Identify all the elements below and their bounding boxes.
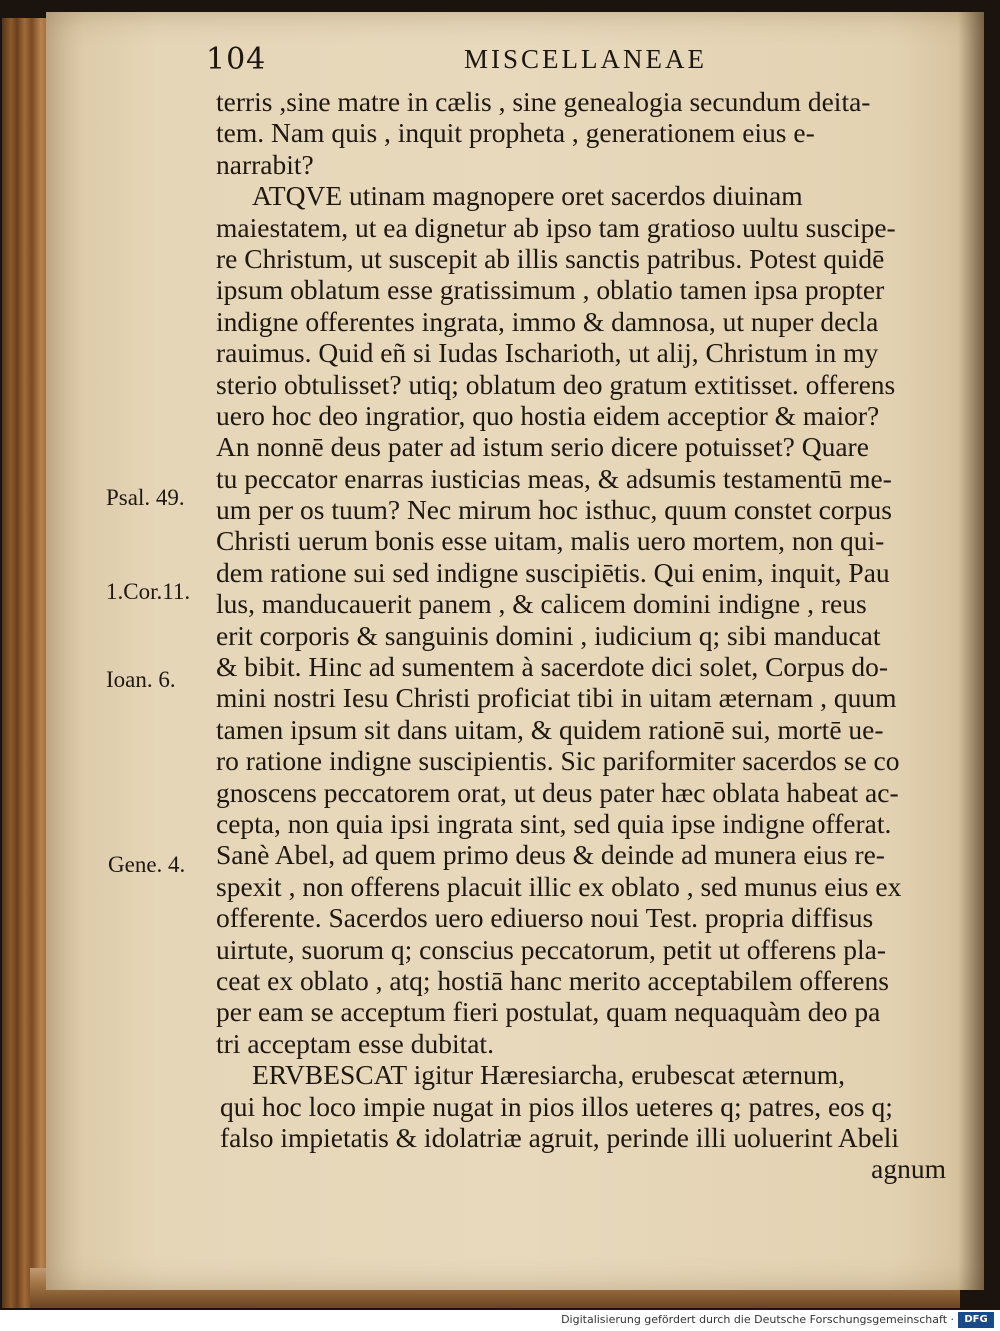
margin-note-john: Ioan. 6. <box>106 667 176 692</box>
text-line: tem. Nam quis , inquit propheta , generationem eius e- <box>216 117 815 149</box>
body-text <box>216 86 946 1185</box>
margin-note-genesis: Gene. 4. <box>108 852 186 877</box>
page-shadow <box>958 12 984 1290</box>
footer-credit: Digitalisierung gefördert durch die Deutsche Forschungsgemeinschaft · <box>561 1313 954 1326</box>
text-line: per eam se acceptum fieri postulat, quam nequaquàm deo pa <box>216 996 881 1028</box>
text-line: & bibit. Hinc ad sumentem à sacerdote dici solet, Corpus do- <box>216 651 889 683</box>
text-line: narrabit? <box>216 148 314 180</box>
text-line: Christi uerum bonis esse uitam, malis uero mortem, non qui- <box>216 525 885 557</box>
text-line: falso impietatis & idolatriæ agruit, perinde illi uoluerint Abeli <box>220 1121 899 1153</box>
text-line: terris ,sine matre in cælis , sine genealogia secundum deita- <box>216 86 871 117</box>
text-line: tri acceptam esse dubitat. <box>216 1027 494 1059</box>
text-line: sterio obtulisset? utiq; oblatum deo gratum extitisset. offerens <box>216 368 896 400</box>
footer-bar <box>0 1310 1000 1331</box>
text-line: lus, manducauerit panem , & calicem domini indigne , reus <box>216 588 867 620</box>
text-line: ERVBESCAT igitur Hæresiarcha, erubescat æternum, <box>252 1059 846 1091</box>
text-line: qui hoc loco impie nugat in pios illos ueteres q; patres, eos q; <box>220 1090 893 1122</box>
catchword: agnum <box>871 1153 946 1185</box>
text-line: dem ratione sui sed indigne suscipiētis. Qui enim, inquit, Pau <box>216 556 890 588</box>
margin-note-corinthians: 1.Cor.11. <box>106 579 191 604</box>
text-line: spexit , non offerens placuit illic ex oblato , sed munus eius ex <box>216 870 902 902</box>
text-line: offerente. Sacerdos uero ediuerso noui Test. propria diffisus <box>216 902 874 934</box>
page-header <box>206 42 926 82</box>
text-line: indigne offerentes ingrata, immo & damnosa, ut nuper decla <box>216 305 879 337</box>
text-line: gnoscens peccatorem orat, ut deus pater hæc oblata habeat ac- <box>216 776 899 808</box>
book-page <box>46 12 984 1290</box>
text-line: um per os tuum? Nec mirum hoc isthuc, quum constet corpus <box>216 494 892 526</box>
margin-note-psalm: Psal. 49. <box>106 485 185 510</box>
text-line: ATQVE utinam magnopere oret sacerdos diuinam <box>252 180 803 212</box>
text-line: cepta, non quia ipsi ingrata sint, sed quia ipse indigne offerat. <box>216 807 892 839</box>
text-line: mini nostri Iesu Christi proficiat tibi in uitam æternam , quum <box>216 682 897 714</box>
text-line: re Christum, ut suscepit ab illis sanctis patribus. Potest quidē <box>216 242 885 274</box>
dfg-logo: DFG <box>958 1312 994 1328</box>
text-line: rauimus. Quid eñ si Iudas Ischarioth, ut alij, Christum in my <box>216 337 879 369</box>
text-line: tu peccator enarras iusticias meas, & adsumis testamentū me- <box>216 462 892 494</box>
text-line: ceat ex oblato , atq; hostiā hanc merito acceptabilem offerens <box>216 964 889 996</box>
text-line: ro ratione indigne suscipientis. Sic pariformiter sacerdos se co <box>216 745 900 777</box>
running-title: MISCELLANEAE <box>464 44 707 74</box>
book-edge <box>2 18 52 1308</box>
page-number: 104 <box>206 42 267 77</box>
text-line: erit corporis & sanguinis domini , iudicium q; sibi manducat <box>216 619 881 651</box>
text-line: uirtute, suorum q; conscius peccatorum, petit ut offerens pla- <box>216 933 887 965</box>
text-line: ipsum oblatum esse gratissimum , oblatio tamen ipsa propter <box>216 274 885 306</box>
text-line: tamen ipsum sit dans uitam, & quidem rationē sui, mortē ue- <box>216 713 884 745</box>
text-line: An nonnē deus pater ad istum serio dicere potuisset? Quare <box>216 431 869 463</box>
text-line: Sanè Abel, ad quem primo deus & deinde ad munera eius re- <box>216 839 885 871</box>
text-line: maiestatem, ut ea dignetur ab ipso tam gratioso uultu suscipe- <box>216 211 896 243</box>
text-line: uero hoc deo ingratior, quo hostia eidem acceptior & maior? <box>216 399 880 431</box>
